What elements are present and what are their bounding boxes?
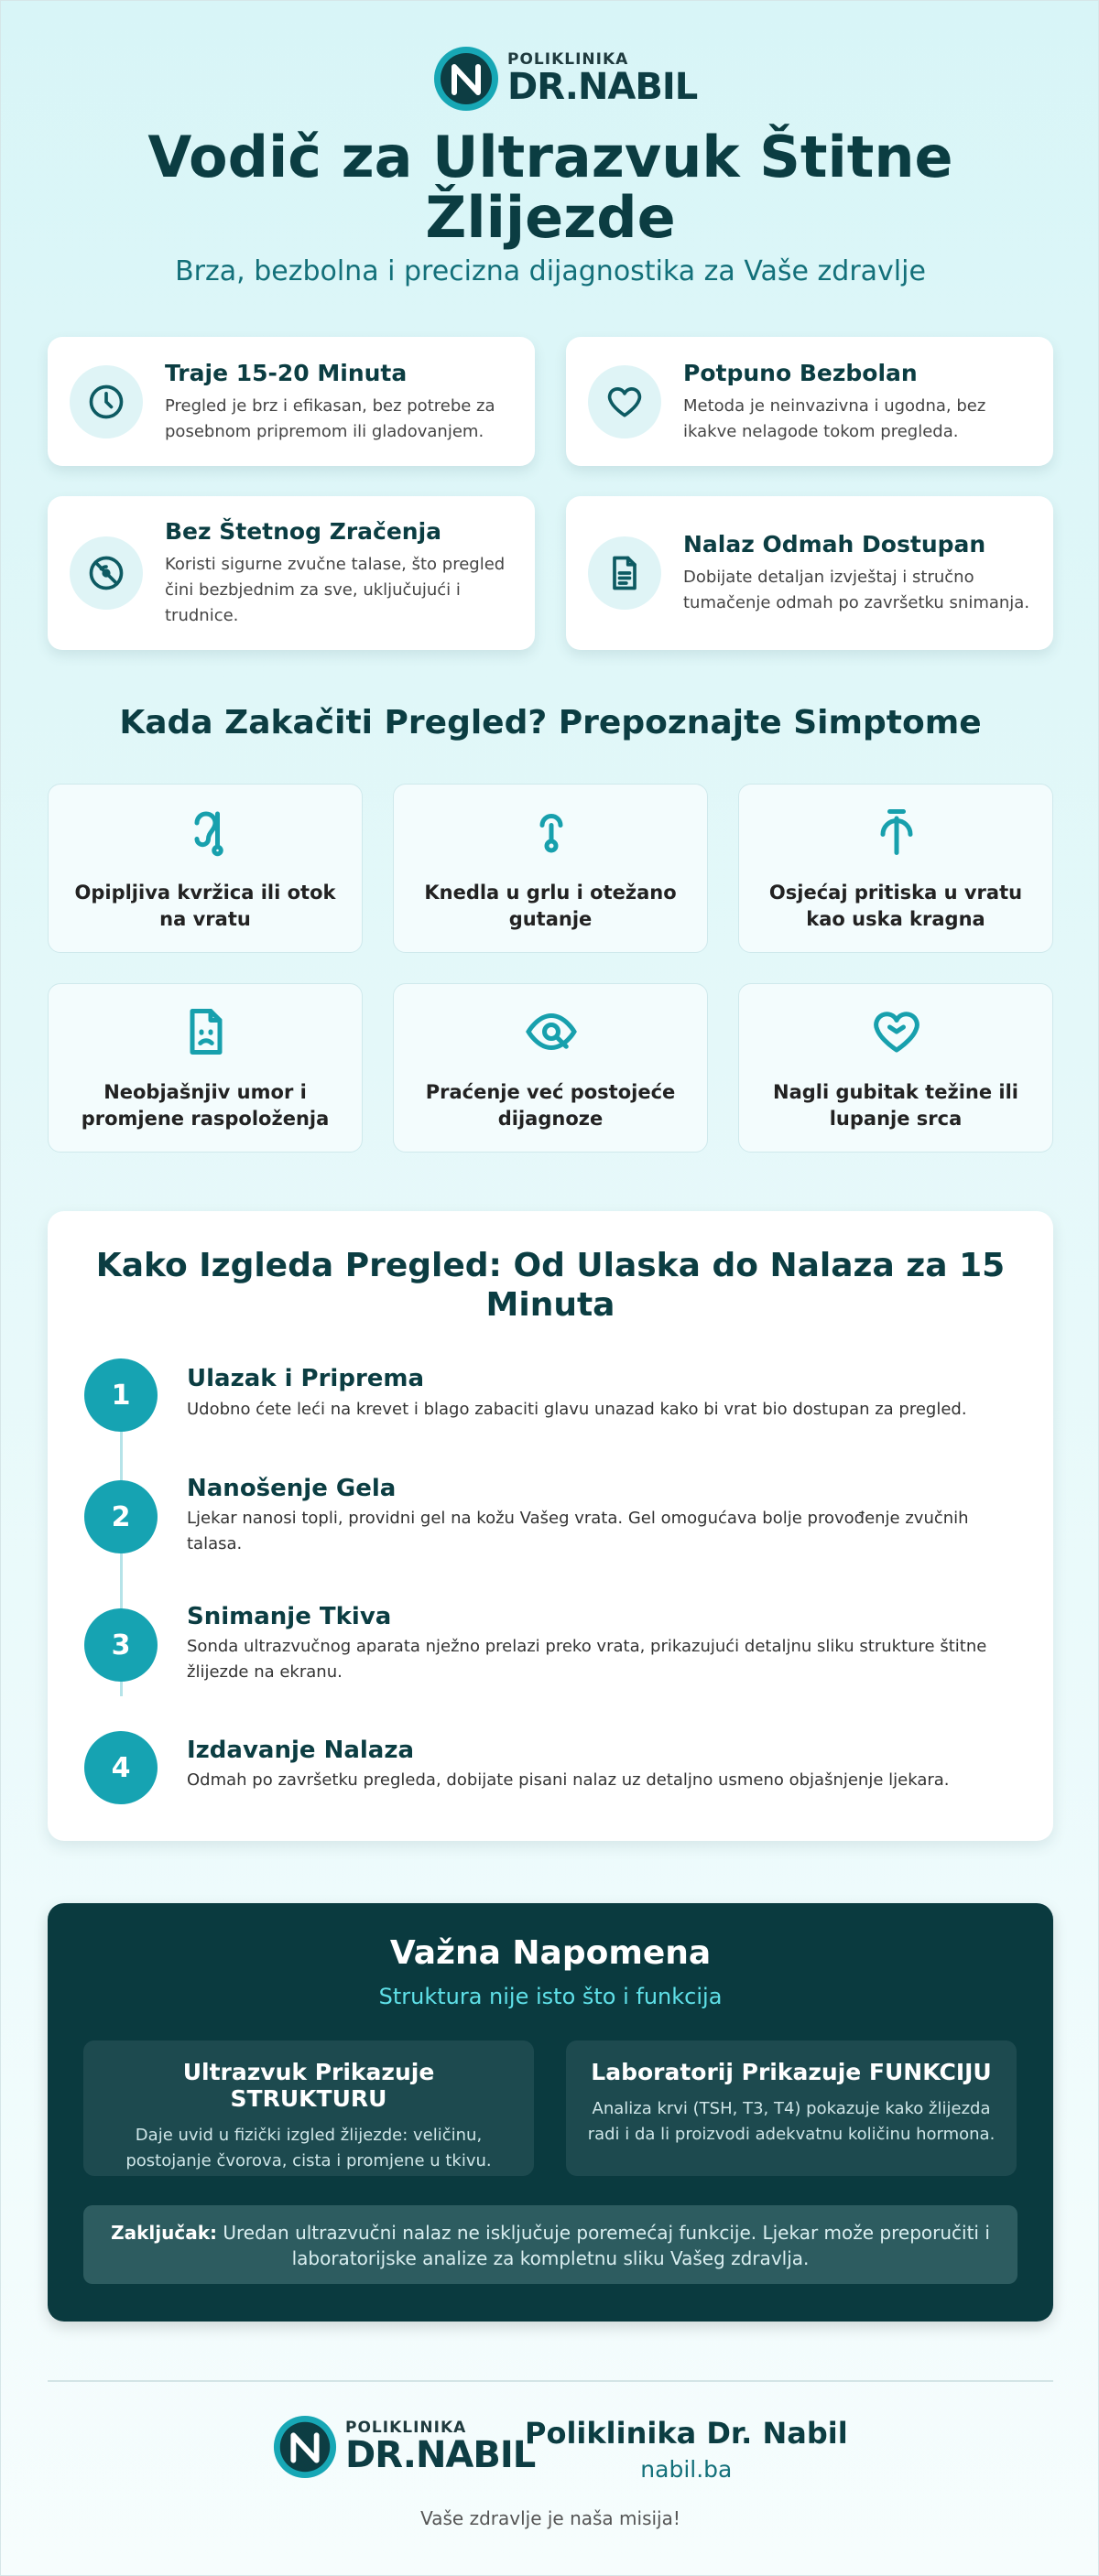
neck-pressure-icon [869,805,924,860]
step-title: Nanošenje Gela [187,1475,397,1502]
page-subtitle: Brza, bezbolna i precizna dijagnostika za Vaše zdravlje [175,255,926,287]
header-logo[interactable] [432,45,697,113]
feature-title: Potpuno Bezbolan [683,359,918,386]
footer-tagline: Vaše zdravlje je naša misija! [420,2507,680,2529]
symptom-card [48,983,363,1153]
symptoms-section-title: Kada Zakačiti Pregled? Prepoznajte Simptome [119,704,982,741]
feature-text: Koristi sigurne zvučne talase, što pregled čini bezbjednim za sve, uključujući i trudnice. [165,555,506,625]
symptom-card [393,983,708,1153]
feature-card-painless [566,337,1053,466]
step-number: 1 [84,1358,158,1432]
feature-title: Bez Štetnog Zračenja [165,518,442,545]
note-box-text: Analiza krvi (TSH, T3, T4) pokazuje kako žlijezda radi i da li proizvodi adekvatnu količinu hormona. [587,2099,996,2144]
clock-icon [70,365,143,438]
symptom-card [393,784,708,953]
feature-title: Nalaz Odmah Dostupan [683,531,986,557]
feature-text: Metoda je neinvazivna i ugodna, bez ikakve nelagode tokom pregleda. [683,395,986,441]
feature-card-no-radiation [48,496,535,650]
step-title: Ulazak i Priprema [187,1365,425,1392]
conclusion-label: Zaključak: [111,2222,217,2244]
feature-title: Traje 15-20 Minuta [165,359,408,386]
symptom-card [738,784,1053,953]
feature-card-duration [48,337,535,466]
step-text: Udobno ćete leći na krevet i blago zabaciti glavu unazad kako bi vrat bio dostupan za pregled. [187,1400,967,1419]
logo-mark-icon [432,45,500,113]
process-title: Kako Izgleda Pregled: Od Ulaska do Nalaza za 15 Minuta [95,1247,1006,1324]
heart-pulse-icon [869,1004,924,1059]
footer-url-link[interactable]: nabil.ba [640,2456,733,2483]
process-section [48,1211,1053,1841]
page-title: Vodič za Ultrazvuk Štitne Žlijezde [147,124,953,251]
logo-mark-icon [272,2414,338,2480]
footer-clinic-name: Poliklinika Dr. Nabil [525,2416,848,2451]
note-box-title: Laboratorij Prikazuje FUNKCIJU [591,2059,992,2085]
step-text: Sonda ultrazvučnog aparata nježno prelazi preko vrata, prikazujući detaljnu sliku strukture štitne žlijezde na ekranu. [187,1637,987,1682]
eye-search-icon [524,1004,579,1059]
ear-icon [179,805,234,860]
note-box-function [566,2040,1017,2176]
note-title: Važna Napomena [389,1934,712,1972]
footer-text [525,2416,848,2483]
symptom-card [738,983,1053,1153]
logo-small-text: POLIKLINIKA [507,50,629,69]
note-box-structure [83,2040,534,2176]
footer-logo[interactable] [272,2414,535,2480]
symptom-label: Opipljiva kvržica ili otok na vratu [74,882,336,930]
step-number: 2 [84,1480,158,1553]
symptom-card [48,784,363,953]
footer-divider [48,2380,1053,2382]
step-number: 3 [84,1608,158,1682]
heart-icon [588,365,661,438]
step-title: Snimanje Tkiva [187,1603,392,1630]
document-icon [588,536,661,610]
throat-icon [524,805,579,860]
conclusion-text: Uredan ultrazvučni nalaz ne isključuje poremećaj funkcije. Ljekar može preporučiti i laboratorijske analize za kompletnu sliku Vašeg zdravlja. [223,2222,990,2269]
note-box-title: Ultrazvuk Prikazuje STRUKTURU [182,2059,435,2112]
symptom-label: Knedla u grlu i otežano gutanje [424,882,677,930]
symptom-label: Nagli gubitak težine ili lupanje srca [773,1081,1018,1130]
symptom-label: Neobjašnjiv umor i promjene raspoloženja [81,1081,330,1130]
symptom-label: Praćenje već postojeće dijagnoze [425,1081,676,1130]
step-text: Ljekar nanosi topli, providni gel na kožu Vašeg vrata. Gel omogućava bolje provođenje zvučnih talasa. [187,1509,969,1553]
logo-big-text: DR.NABIL [507,66,698,108]
sad-file-icon [179,1004,234,1059]
symptom-label: Osjećaj pritiska u vratu kao uska kragna [768,882,1023,930]
logo-small-text: POLIKLINIKA [345,2419,467,2437]
no-radiation-icon [70,536,143,610]
important-note-section [48,1903,1053,2322]
logo-big-text: DR.NABIL [345,2434,536,2476]
step-number: 4 [84,1731,158,1804]
step-text: Odmah po završetku pregleda, dobijate pisani nalaz uz detaljno usmeno objašnjenje ljekara. [187,1770,950,1790]
note-subtitle: Struktura nije isto što i funkcija [378,1984,723,2009]
feature-text: Pregled je brz i efikasan, bez potrebe za posebnom pripremom ili gladovanjem. [165,395,495,441]
conclusion-box [83,2205,1017,2284]
note-box-text: Daje uvid u fizički izgled žlijezde: veličinu, postojanje čvorova, cista i promjene u tkivu. [125,2126,492,2170]
step-title: Izdavanje Nalaza [187,1737,415,1764]
feature-card-report [566,496,1053,650]
feature-text: Dobijate detaljan izvještaj i stručno tumačenje odmah po završetku snimanja. [683,568,1030,612]
